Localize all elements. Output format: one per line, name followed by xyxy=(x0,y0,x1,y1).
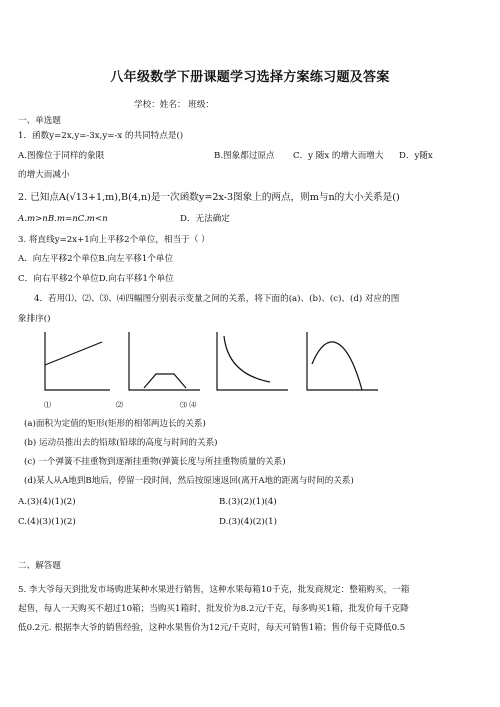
graph-1-label: ⑴ xyxy=(44,401,51,409)
q4-option-a: A.(3)(4)(1)(2) xyxy=(18,497,76,507)
graph-2-label: ⑵ xyxy=(116,401,123,409)
q4-option-c: C.(4)(3)(1)(2) xyxy=(18,517,76,527)
graph-4 xyxy=(302,330,382,394)
q1-option-d: D．y随x xyxy=(399,151,433,161)
section-heading-solutions: 二、解答题 xyxy=(18,561,61,571)
q3-options-ab: A．向左平移2个单位B.向左平移1个单位 xyxy=(18,254,174,264)
graph-1 xyxy=(40,330,112,394)
document-title: 八年级数学下册课题学习选择方案练习题及答案 xyxy=(110,70,390,85)
q2-options-abc: A.m>nB.m=nC.m<n xyxy=(18,214,108,224)
graph-2 xyxy=(124,330,204,394)
q5-line-1: 5. 李大爷每天到批发市场购进某种水果进行销售，这种水果每箱10千克，批发商规定：整箱购买，一箱 xyxy=(18,585,410,595)
q1-option-b: B.图象都过原点 xyxy=(214,151,275,161)
q4-item-c: (c) 一个弹簧不挂重物到逐渐挂重物(弹簧长度与所挂重物质量的关系) xyxy=(24,457,286,467)
q2-option-d: D．无法确定 xyxy=(180,214,230,224)
section-heading-single-choice: 一、单选题 xyxy=(18,116,61,126)
q5-line-2: 起售，每人一天购买不超过10箱；当购买1箱时，批发价为8.2元/千克，每多购买1箱，批发价每千克降 xyxy=(18,604,409,614)
q1-option-a: A.图像位于同样的象限 xyxy=(18,151,105,161)
q4-option-d: D.(3)(4)(2)(1) xyxy=(219,517,278,527)
q3-stem: 3. 将直线y=2x+1向上平移2个单位，相当于（ ） xyxy=(18,235,210,245)
q4-item-b: (b) 运动员推出去的铅球(铅球的高度与时间的关系) xyxy=(24,438,218,448)
q3-options-cd: C．向右平移2个单位D.向右平移1个单位 xyxy=(18,274,174,284)
q4-stem: 4．若用⑴、⑵、⑶、⑷四幅图分别表示变量之间的关系，将下面的(a)、(b)、(c)、(d) 对应的图 xyxy=(34,294,400,304)
q5-line-3: 低0.2元. 根据李大爷的销售经验，这种水果售价为12元/千克时，每天可销售1箱；售价每千克降低0.5 xyxy=(18,623,406,633)
q4-item-a: (a)面积为定值的矩形(矩形的相邻两边长的关系) xyxy=(24,419,206,429)
q1-option-c: C．y 随x 的增大而增大 xyxy=(293,151,384,161)
q4-stem-continued: 象排序() xyxy=(18,314,51,324)
graph-3 xyxy=(212,330,292,394)
q1-option-d-continued: 的增大而减小 xyxy=(18,170,70,180)
q2-stem: 2. 已知点A(√13+1,m),B(4,n)是一次函数y=2x-3图象上的两点，则m与n的大小关系是() xyxy=(18,192,400,203)
graph-3-4-label: ⑶ ⑷ xyxy=(180,401,197,409)
q1-stem: 1．函数y=2x,y=-3x,y=-x 的共同特点是() xyxy=(18,131,184,141)
q4-option-b: B.(3)(2)(1)(4) xyxy=(219,497,277,507)
q4-item-d: (d)某人从A地到B地后，停留一段时间，然后按原速返回(离开A地的距离与时间的关系) xyxy=(24,476,354,486)
school-line: 学校：姓名： 班级： xyxy=(134,100,215,110)
